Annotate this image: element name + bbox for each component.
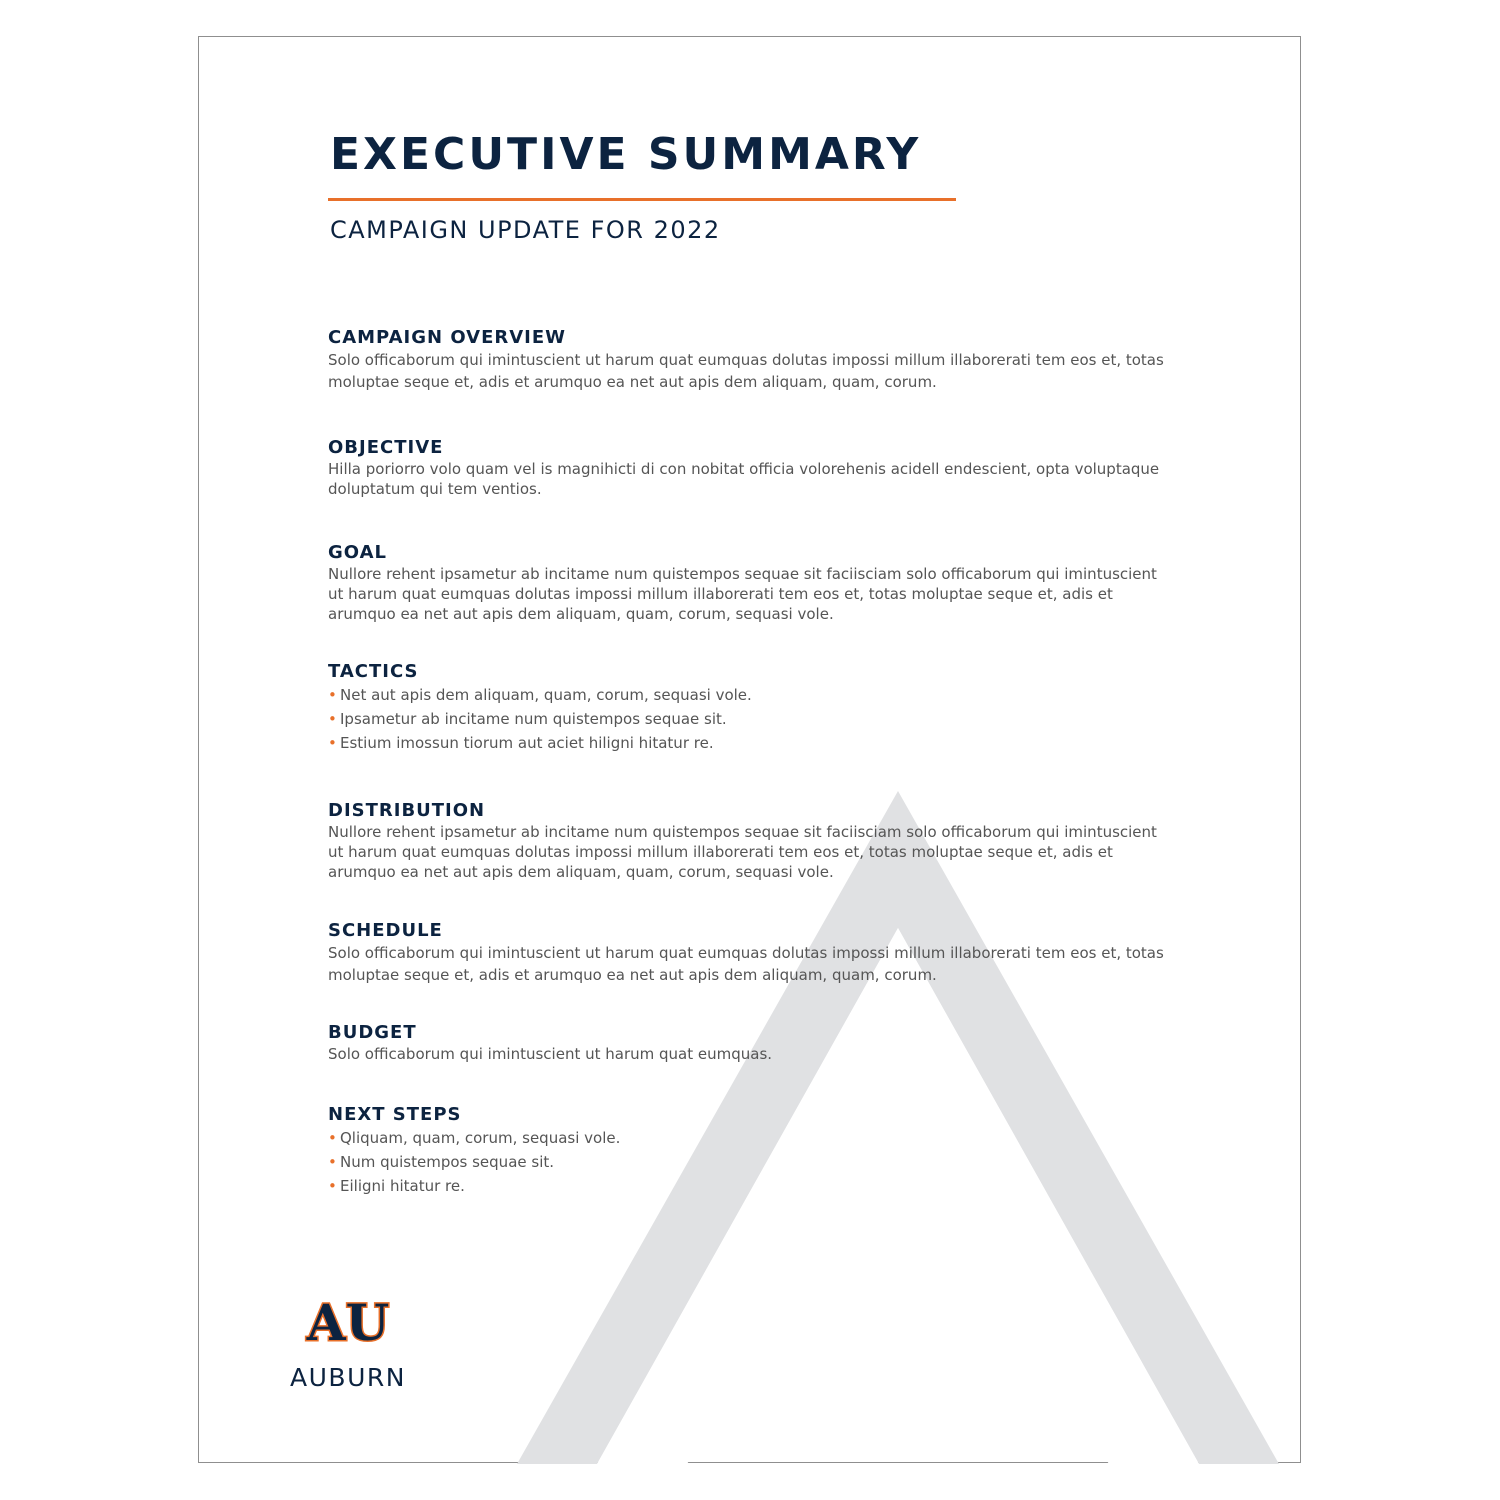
section-distribution	[328, 800, 1168, 882]
page-subtitle: CAMPAIGN UPDATE FOR 2022	[330, 216, 721, 244]
bullet-icon: •	[328, 1177, 337, 1195]
section-next-steps	[328, 1104, 1168, 1198]
list-item	[328, 1126, 1168, 1150]
page-title: EXECUTIVE SUMMARY	[330, 129, 922, 180]
list-item	[328, 683, 1168, 707]
section-goal	[328, 542, 1168, 624]
section-heading: CAMPAIGN OVERVIEW	[328, 327, 567, 348]
list-item-text: Net aut apis dem aliquam, quam, corum, sequasi vole.	[340, 686, 752, 704]
section-heading: GOAL	[328, 542, 387, 563]
section-body: Hilla poriorro volo quam vel is magnihicti di con nobitat officia volorehenis acidell endescient, opta voluptaque doluptatum qui tem ventios.	[328, 460, 1160, 498]
section-objective	[328, 437, 1168, 499]
section-heading: BUDGET	[328, 1022, 417, 1043]
document-page	[198, 36, 1301, 1463]
section-body: Nullore rehent ipsametur ab incitame num quistempos sequae sit faciisciam solo officaborum qui imintuscient ut harum quat eumquas dolutas impossi millum illaborerati tem eos et, totas moluptae seque et, adis et arumquo ea net aut apis dem aliquam, quam, corum, sequasi vole.	[328, 565, 1157, 623]
section-body: Nullore rehent ipsametur ab incitame num quistempos sequae sit faciisciam solo officaborum qui imintuscient ut harum quat eumquas dolutas impossi millum illaborerati tem eos et, totas moluptae seque et, adis et arumquo ea net aut apis dem aliquam, quam, corum, sequasi vole.	[328, 823, 1157, 881]
bullet-icon: •	[328, 710, 337, 728]
au-monogram-icon	[306, 1293, 390, 1352]
bullet-icon: •	[328, 1129, 337, 1147]
next-steps-list	[328, 1126, 1168, 1198]
list-item	[328, 731, 1168, 755]
bullet-icon: •	[328, 686, 337, 704]
section-tactics	[328, 661, 1168, 755]
section-body: Solo officaborum qui imintuscient ut harum quat eumquas dolutas impossi millum illaborerati tem eos et, totas moluptae seque et, adis et arumquo ea net aut apis dem aliquam, quam, corum.	[328, 944, 1164, 984]
section-heading: DISTRIBUTION	[328, 800, 486, 821]
section-schedule	[328, 920, 1168, 986]
section-heading: NEXT STEPS	[328, 1104, 462, 1125]
list-item-text: Estium imossun tiorum aut aciet hiligni hitatur re.	[340, 734, 714, 752]
section-budget	[328, 1022, 1168, 1064]
list-item-text: Qliquam, quam, corum, sequasi vole.	[340, 1129, 621, 1147]
list-item-text: Ipsametur ab incitame num quistempos sequae sit.	[340, 710, 727, 728]
bullet-icon: •	[328, 734, 337, 752]
section-body: Solo officaborum qui imintuscient ut harum quat eumquas.	[328, 1045, 773, 1063]
list-item	[328, 1150, 1168, 1174]
list-item-text: Eiligni hitatur re.	[340, 1177, 465, 1195]
list-item	[328, 707, 1168, 731]
section-heading: OBJECTIVE	[328, 437, 444, 458]
tactics-list	[328, 683, 1168, 755]
logo-wordmark: AUBURN	[290, 1363, 406, 1392]
section-heading: TACTICS	[328, 661, 419, 682]
section-body: Solo officaborum qui imintuscient ut harum quat eumquas dolutas impossi millum illaborerati tem eos et, totas moluptae seque et, adis et arumquo ea net aut apis dem aliquam, quam, corum.	[328, 351, 1164, 391]
title-underline	[328, 198, 956, 201]
section-campaign-overview	[328, 327, 1168, 393]
page-content	[199, 37, 1300, 1462]
bullet-icon: •	[328, 1153, 337, 1171]
section-heading: SCHEDULE	[328, 920, 443, 941]
list-item-text: Num quistempos sequae sit.	[340, 1153, 555, 1171]
monogram-text: AU	[306, 1293, 390, 1352]
list-item	[328, 1174, 1168, 1198]
